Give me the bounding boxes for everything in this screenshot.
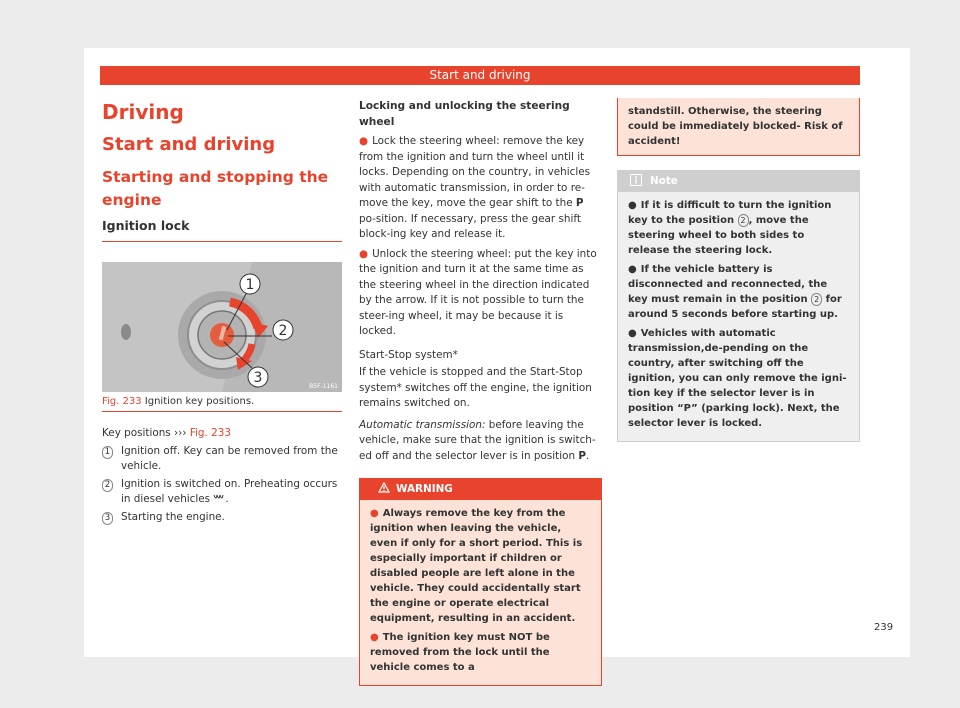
warning-triangle-icon xyxy=(378,482,390,493)
callout-3: 3 xyxy=(253,370,263,386)
note-text: If it is difficult to turn the ignition key to the position xyxy=(628,200,832,226)
figure-ref-link[interactable]: Fig. 233 xyxy=(189,427,231,439)
position-ref: 2 xyxy=(738,214,749,227)
steering-lock-title: Locking and unlocking the steering wheel xyxy=(359,100,570,128)
start-stop-text: If the vehicle is stopped and the Start-Stop system* switches off the engine, the ignition remains switched on. xyxy=(359,366,592,409)
warning-item xyxy=(370,630,591,675)
note-item xyxy=(628,262,849,322)
note-item xyxy=(628,198,849,258)
warning-text: The ignition key must NOT be removed from the lock until the vehicle comes to a xyxy=(370,632,550,673)
ignition-figure xyxy=(102,262,342,392)
note-text: , move the steering wheel to both sides to release the steering lock. xyxy=(628,215,809,256)
position-item-3 xyxy=(102,510,342,526)
position-ref: 2 xyxy=(811,293,822,306)
caption-fig-label: Fig. 233 xyxy=(102,396,142,407)
note-text: If the vehicle battery is disconnected and reconnected, the key must remain in the position xyxy=(628,264,828,305)
lock-tail: po-sition. If necessary, press the gear shift block-ing key and release it. xyxy=(359,212,581,240)
ref-arrow: ››› xyxy=(174,427,187,439)
warning-item xyxy=(370,506,591,626)
position-item-2: 2 Ignition is switched on. Preheating occurs in diesel vehicles . xyxy=(102,477,342,508)
gear-p: P xyxy=(578,449,586,462)
preheat-coil-icon xyxy=(213,494,225,502)
bullet-icon: ● xyxy=(370,632,379,643)
start-stop-title: Start-Stop system* xyxy=(359,348,458,361)
warning-text: Always remove the key from the ignition when leaving the vehicle, even if only for a short period. This is especially important if children or disabled people are left alone in the vehicle. They could accidentally start the engine or operate electrical equipment, resulting in an accident. xyxy=(370,508,583,624)
figure-caption xyxy=(102,392,342,412)
position-text: Ignition off. Key can be removed from the vehicle. xyxy=(121,444,338,472)
right-column xyxy=(617,98,860,442)
page-header: Start and driving xyxy=(100,66,860,85)
note-item xyxy=(628,326,849,431)
note-body xyxy=(618,192,859,441)
position-text: Starting the engine. xyxy=(121,510,225,523)
auto-paragraph xyxy=(359,418,602,465)
note-box xyxy=(617,170,860,442)
position-item-1 xyxy=(102,444,342,475)
note-header xyxy=(618,171,859,192)
callout-1: 1 xyxy=(245,277,255,293)
unlock-text: Unlock the steering wheel: put the key into the ignition and turn it at the same time as the steering wheel in the direction indicated by the arrow. If it is not possible to turn the steer-ing wheel, it may be because it is locked. xyxy=(359,247,597,337)
topic-rule xyxy=(102,233,342,242)
callout-2: 2 xyxy=(278,323,288,339)
subsection-title: Starting and stopping the engine xyxy=(102,168,329,209)
bullet-icon: ● xyxy=(628,264,637,275)
lock-text: Lock the steering wheel: remove the key from the ignition and turn the wheel until it locks. Depending on the country, in vehicles with automatic transmission, in order to re-move the key, move the gear shift to the xyxy=(359,135,591,209)
position-number: 3 xyxy=(102,512,113,525)
bullet-icon: ● xyxy=(359,135,369,147)
auto-end: . xyxy=(586,449,590,462)
position-text: Ignition is switched on. Preheating occurs in diesel vehicles xyxy=(121,477,338,505)
section-title: Start and driving xyxy=(102,134,276,155)
bullet-icon: ● xyxy=(370,508,379,519)
auto-label: Automatic transmission: xyxy=(359,418,486,431)
bullet-icon: ● xyxy=(628,328,637,339)
unlock-paragraph xyxy=(359,247,602,340)
middle-column xyxy=(359,98,602,686)
warning-body xyxy=(360,500,601,685)
caption-text: Ignition key positions. xyxy=(144,396,255,407)
bullet-icon: ● xyxy=(359,247,369,260)
topic-title: Ignition lock xyxy=(102,218,190,233)
left-column xyxy=(102,98,342,525)
note-text: for around 5 seconds before starting up. xyxy=(628,294,842,320)
chapter-title: Driving xyxy=(102,100,184,124)
auto-text: before leaving the vehicle, make sure that the ignition is switch-ed off and the selector lever is in position xyxy=(359,418,596,462)
ignition-illustration xyxy=(102,262,342,392)
warning-box xyxy=(359,478,602,686)
position-number: 2 xyxy=(102,479,113,492)
key-positions-label: Key positions xyxy=(102,427,171,439)
note-label: Note xyxy=(650,175,678,187)
figure-code: B5F-1161 xyxy=(309,383,338,390)
info-icon xyxy=(630,174,642,186)
note-text: Vehicles with automatic transmission,de-pending on the country, after switching off the ignition, you can only remove the igni-tion key if the selector lever is in position “P” (parking lock). Next, the selector lever is locked. xyxy=(628,328,847,429)
position-number: 1 xyxy=(102,446,113,459)
warning-continuation: standstill. Otherwise, the steering could be immediately blocked- Risk of accident! xyxy=(617,98,860,156)
bullet-icon: ● xyxy=(628,200,637,211)
page-number: 239 xyxy=(874,622,894,633)
warning-header xyxy=(360,479,601,500)
warning-label: WARNING xyxy=(396,483,453,495)
key-positions-intro xyxy=(102,426,342,442)
gear-p: P xyxy=(575,197,584,209)
lock-paragraph xyxy=(359,134,602,243)
